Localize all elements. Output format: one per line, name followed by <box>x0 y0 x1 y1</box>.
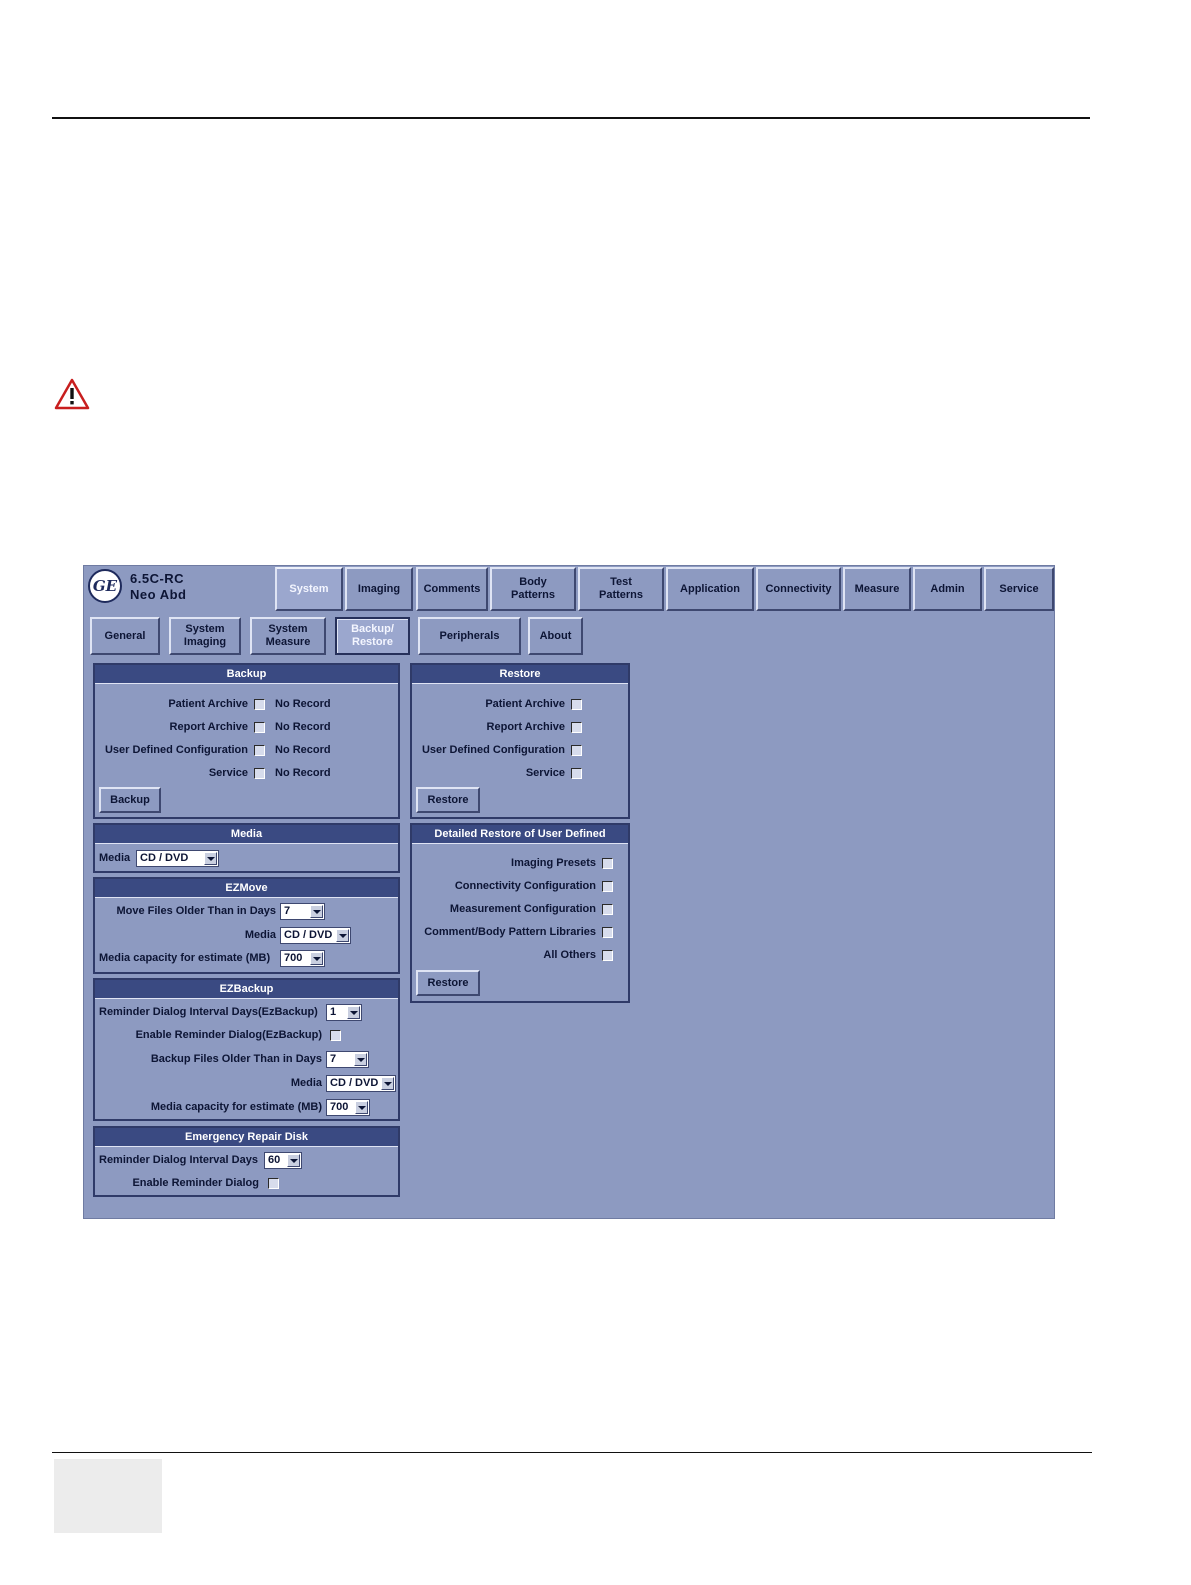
chevron-down-icon <box>354 1053 367 1066</box>
ezmove-media-value: CD / DVD <box>284 929 333 941</box>
backup-user-config-checkbox[interactable] <box>254 745 265 756</box>
tab-application[interactable]: Application <box>666 567 754 611</box>
ezbackup-panel <box>93 978 400 1121</box>
ezbackup-capacity-value: 700 <box>330 1101 349 1113</box>
media-label: Media <box>99 852 131 864</box>
ezbackup-media-value: CD / DVD <box>330 1077 379 1089</box>
ezbackup-days-value: 7 <box>330 1053 337 1065</box>
detailed-all-others-checkbox[interactable] <box>602 950 613 961</box>
ezmove-panel <box>93 877 400 974</box>
ge-logo: GE <box>88 569 122 603</box>
chevron-down-icon <box>287 1154 300 1167</box>
detailed-comment-body-checkbox[interactable] <box>602 927 613 938</box>
restore-button[interactable]: Restore <box>416 787 480 813</box>
detailed-imaging-presets-checkbox[interactable] <box>602 858 613 869</box>
backup-patient-archive-status: No Record <box>275 698 331 710</box>
ezmove-capacity-label: Media capacity for estimate (MB) <box>99 952 271 964</box>
detailed-restore-panel <box>410 823 630 1003</box>
erd-interval-select[interactable] <box>264 1152 302 1169</box>
backup-user-config-label: User Defined Configuration <box>104 744 248 756</box>
page-top-rule <box>52 117 1090 119</box>
backup-report-archive-label: Report Archive <box>169 721 248 733</box>
chevron-down-icon <box>381 1077 394 1090</box>
detailed-restore-button[interactable]: Restore <box>416 970 480 996</box>
warning-triangle-icon <box>54 378 90 410</box>
detailed-restore-panel-title: Detailed Restore of User Defined <box>412 825 628 844</box>
page-bottom-rule <box>52 1452 1092 1453</box>
subtab-general[interactable]: General <box>90 617 160 655</box>
restore-report-archive-checkbox[interactable] <box>571 722 582 733</box>
subtab-peripherals[interactable]: Peripherals <box>418 617 521 655</box>
detailed-comment-body-label: Comment/Body Pattern Libraries <box>424 926 596 938</box>
ezbackup-media-select[interactable] <box>326 1075 396 1092</box>
detailed-measurement-checkbox[interactable] <box>602 904 613 915</box>
ezmove-days-label: Move Files Older Than in Days <box>116 905 276 917</box>
tab-test-patterns[interactable]: Test Patterns <box>578 567 664 611</box>
ezmove-days-value: 7 <box>284 905 291 917</box>
ezbackup-interval-value: 1 <box>330 1006 337 1018</box>
chevron-down-icon <box>336 929 349 942</box>
restore-panel-title: Restore <box>412 665 628 684</box>
subtab-system-measure[interactable]: System Measure <box>250 617 326 655</box>
ezmove-capacity-select[interactable] <box>280 950 325 967</box>
tab-comments[interactable]: Comments <box>416 567 488 611</box>
chevron-down-icon <box>355 1101 368 1114</box>
restore-panel <box>410 663 630 819</box>
backup-report-archive-status: No Record <box>275 721 331 733</box>
tab-body-patterns[interactable]: Body Patterns <box>490 567 576 611</box>
ezbackup-media-label: Media <box>290 1077 322 1089</box>
ezbackup-enable-label: Enable Reminder Dialog(EzBackup) <box>135 1029 322 1041</box>
restore-patient-archive-checkbox[interactable] <box>571 699 582 710</box>
tab-imaging[interactable]: Imaging <box>345 567 413 611</box>
subtab-system-imaging[interactable]: System Imaging <box>169 617 241 655</box>
chevron-down-icon <box>204 852 217 865</box>
backup-panel-title: Backup <box>95 665 398 684</box>
backup-button[interactable]: Backup <box>99 787 161 813</box>
restore-service-checkbox[interactable] <box>571 768 582 779</box>
settings-screen <box>83 565 1055 1219</box>
preset-name: Neo Abd <box>130 587 187 602</box>
tab-system[interactable]: System <box>275 567 343 611</box>
detailed-connectivity-label: Connectivity Configuration <box>454 880 596 892</box>
subtab-backup-restore[interactable]: Backup/ Restore <box>335 617 410 655</box>
tab-admin[interactable]: Admin <box>913 567 982 611</box>
restore-report-archive-label: Report Archive <box>486 721 565 733</box>
backup-patient-archive-checkbox[interactable] <box>254 699 265 710</box>
restore-patient-archive-label: Patient Archive <box>485 698 565 710</box>
tab-measure[interactable]: Measure <box>843 567 911 611</box>
footer-box <box>54 1459 162 1533</box>
ezbackup-interval-label: Reminder Dialog Interval Days(EzBackup) <box>99 1006 318 1018</box>
ezmove-capacity-value: 700 <box>284 952 303 964</box>
media-select-value: CD / DVD <box>140 852 189 864</box>
subtab-about[interactable]: About <box>528 617 583 655</box>
ezmove-media-select[interactable] <box>280 927 351 944</box>
ezbackup-days-select[interactable] <box>326 1051 369 1068</box>
ezmove-days-select[interactable] <box>280 903 325 920</box>
backup-service-status: No Record <box>275 767 331 779</box>
tab-connectivity[interactable]: Connectivity <box>756 567 841 611</box>
backup-service-label: Service <box>208 767 248 779</box>
media-panel <box>93 823 400 873</box>
ezmove-panel-title: EZMove <box>95 879 398 898</box>
restore-service-label: Service <box>525 767 565 779</box>
backup-report-archive-checkbox[interactable] <box>254 722 265 733</box>
erd-enable-checkbox[interactable] <box>268 1178 279 1189</box>
software-version: 6.5C-RC <box>130 571 185 586</box>
ezbackup-capacity-label: Media capacity for estimate (MB) <box>150 1101 322 1113</box>
erd-enable-label: Enable Reminder Dialog <box>132 1177 259 1189</box>
ezbackup-enable-checkbox[interactable] <box>330 1030 341 1041</box>
chevron-down-icon <box>347 1006 360 1019</box>
ezbackup-panel-title: EZBackup <box>95 980 398 999</box>
media-panel-title: Media <box>95 825 398 844</box>
erd-interval-value: 60 <box>268 1154 281 1166</box>
erd-panel-title: Emergency Repair Disk <box>95 1128 398 1147</box>
tab-service[interactable]: Service <box>984 567 1054 611</box>
backup-panel <box>93 663 400 819</box>
erd-interval-label: Reminder Dialog Interval Days <box>99 1154 258 1166</box>
detailed-connectivity-checkbox[interactable] <box>602 881 613 892</box>
chevron-down-icon <box>310 952 323 965</box>
backup-service-checkbox[interactable] <box>254 768 265 779</box>
ezbackup-interval-select[interactable] <box>326 1004 362 1021</box>
detailed-all-others-label: All Others <box>543 949 596 961</box>
restore-user-config-checkbox[interactable] <box>571 745 582 756</box>
ezbackup-capacity-select[interactable] <box>326 1099 370 1116</box>
backup-patient-archive-label: Patient Archive <box>168 698 248 710</box>
emergency-repair-disk-panel <box>93 1126 400 1197</box>
detailed-measurement-label: Measurement Configuration <box>449 903 596 915</box>
backup-user-config-status: No Record <box>275 744 331 756</box>
ezbackup-days-label: Backup Files Older Than in Days <box>150 1053 322 1065</box>
restore-user-config-label: User Defined Configuration <box>421 744 565 756</box>
chevron-down-icon <box>310 905 323 918</box>
media-select[interactable] <box>136 850 219 867</box>
detailed-imaging-presets-label: Imaging Presets <box>511 857 596 869</box>
ezmove-media-label: Media <box>244 929 276 941</box>
